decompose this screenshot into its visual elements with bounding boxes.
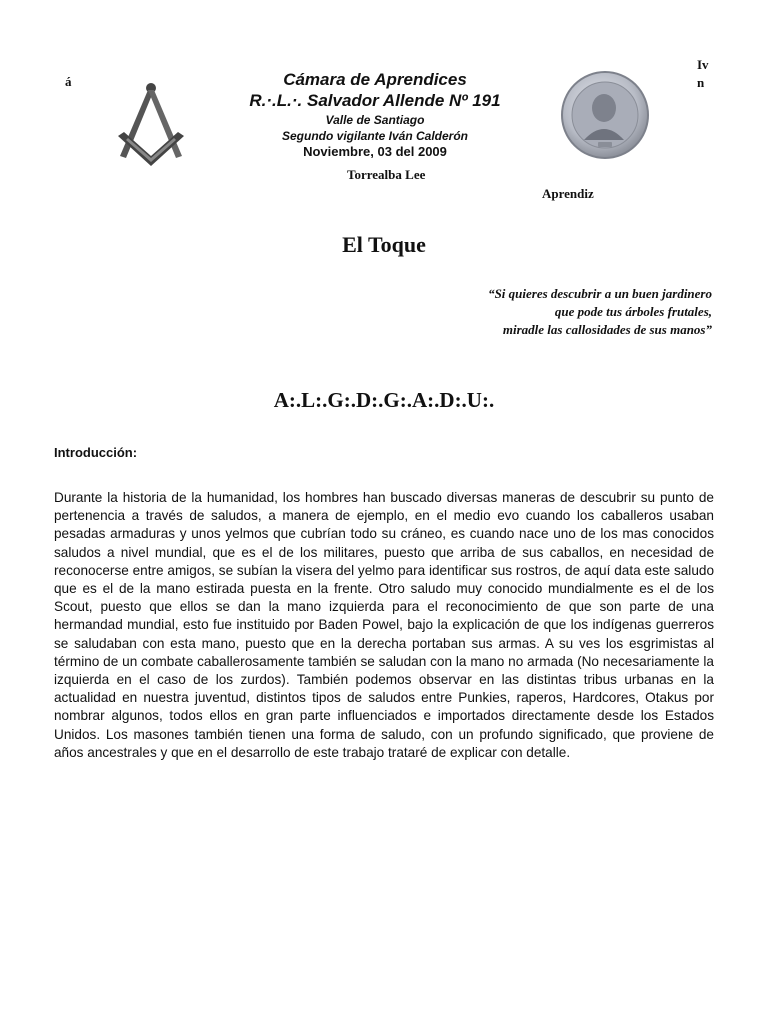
header-warden: Segundo vigilante Iván Calderón (281, 128, 469, 143)
header-chamber: Cámara de Aprendices (283, 70, 467, 89)
quote-line: “Si quieres descubrir a un buen jardinero (488, 286, 712, 301)
header-date: Noviembre, 03 del 2009 (303, 143, 447, 159)
corner-mark-right (697, 56, 709, 92)
corner-mark-right-line2: n (697, 75, 705, 90)
lodge-header (230, 70, 520, 159)
header-valley: Valle de Santiago (325, 113, 425, 128)
epigraph-quote (420, 285, 712, 339)
author-name: Torrealba Lee (347, 167, 426, 182)
square-and-compasses-icon (112, 80, 190, 168)
section-heading: Introducción: (54, 445, 138, 460)
invocation-heading: A:.L:.G:.D:.G:.A:.D:.U:. (273, 388, 495, 412)
commemorative-medal-icon (560, 70, 650, 160)
corner-mark-left: á (65, 74, 72, 89)
header-lodge: R.·.L.·. Salvador Allende Nº 191 (249, 91, 501, 111)
corner-mark-right-line1: Iv (697, 57, 709, 72)
quote-line: que pode tus árboles frutales, (554, 304, 712, 319)
quote-line: miradle las callosidades de sus manos” (502, 322, 712, 337)
body-paragraph: Durante la historia de la humanidad, los hombres han buscado diversas maneras de descubrir su punto de pertenencia a través de saludos, a manera de ejemplo, en el medio evo cuando los caballeros usaban pesadas armaduras y unos yelmos que cubrían todo su cráneo, es cuando nace uno de los mas conocidos saludos a nivel mundial, que es el de los militares, puesto que arriba de sus caballos, en necesidad de reconocerse entre amigos, se subían la visera del yelmo para identificar sus rostros, de aquí data este saludo que es el de la mano estirada puesta en la frente. Otro saludo muy conocido mundialmente es el de los Scout, puesto que ellos se dan la mano izquierda para el reconocimiento de que son parte de una hermandad mundial, esto fue instituido por Baden Powel, bajo la explicación de que los indígenas guerreros se saludaban con esta mano, puesto que en la derecha portaban sus armas. A su ves los esgrimistas al término de un combate caballerosamente también se saludan con la mano no armada (No necesariamente la izquierda en el caso de los zurdos). También podemos observar en las distintas tribus urbanas en la actualidad en nuestra juventud, distintos tipos de saludos entre Punkies, raperos, Hardcores, Otakus por nombrar algunos, todos ellos en gran parte influenciados e importados directamente desde los Estados Unidos. Los masones también tienen una forma de saludo, con un profundo significado, que proviene de años ancestrales y que en el desarrollo de este trabajo trataré de explicar con detalle. (54, 490, 714, 760)
document-title: El Toque (342, 232, 426, 257)
author-degree: Aprendiz (542, 186, 594, 201)
